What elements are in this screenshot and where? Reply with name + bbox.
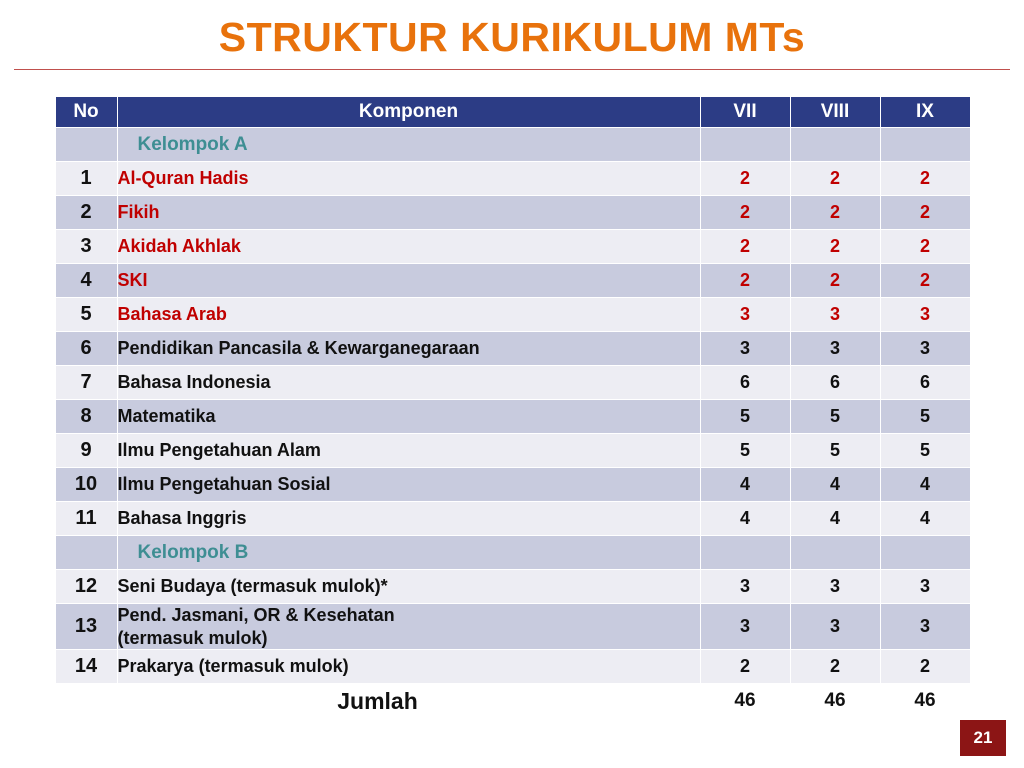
row-hours-vii: 6 [700, 366, 790, 400]
row-hours-ix: 4 [880, 502, 970, 536]
row-hours-viii: 5 [790, 434, 880, 468]
row-subject: Pend. Jasmani, OR & Kesehatan (termasuk mulok) [117, 604, 700, 650]
row-hours-ix: 4 [880, 468, 970, 502]
row-hours-viii: 6 [790, 366, 880, 400]
row-group-label: Kelompok A [117, 128, 700, 162]
row-number [55, 128, 117, 162]
row-number: 4 [55, 264, 117, 298]
row-hours-viii: 2 [790, 230, 880, 264]
row-hours-ix: 2 [880, 162, 970, 196]
row-hours-viii: 3 [790, 298, 880, 332]
row-subject: SKI [117, 264, 700, 298]
table-header [55, 97, 970, 128]
row-number: 2 [55, 196, 117, 230]
table-footer [55, 684, 970, 719]
table-header-row [55, 97, 970, 128]
row-hours-vii: 2 [700, 264, 790, 298]
row-hours-vii: 3 [700, 298, 790, 332]
row-number [55, 536, 117, 570]
row-number: 13 [55, 604, 117, 650]
row-group-label: Kelompok B [117, 536, 700, 570]
row-hours-viii: 3 [790, 604, 880, 650]
table-row [55, 196, 970, 230]
row-hours-vii: 2 [700, 162, 790, 196]
row-hours-ix: 5 [880, 400, 970, 434]
row-hours-viii: 2 [790, 264, 880, 298]
column-header-viii: VIII [790, 97, 880, 128]
row-number: 1 [55, 162, 117, 196]
total-vii: 46 [700, 684, 790, 719]
table-body [55, 128, 970, 684]
row-hours-viii: 3 [790, 570, 880, 604]
row-hours-ix: 5 [880, 434, 970, 468]
row-hours-viii: 4 [790, 502, 880, 536]
title-divider [14, 69, 1010, 70]
row-subject: Ilmu Pengetahuan Sosial [117, 468, 700, 502]
row-hours-viii: 2 [790, 162, 880, 196]
column-header-vii: VII [700, 97, 790, 128]
row-hours-ix: 3 [880, 570, 970, 604]
row-subject: Ilmu Pengetahuan Alam [117, 434, 700, 468]
table-total-row [55, 684, 970, 719]
row-subject: Bahasa Inggris [117, 502, 700, 536]
row-hours-ix: 2 [880, 230, 970, 264]
table-row [55, 230, 970, 264]
row-subject: Bahasa Indonesia [117, 366, 700, 400]
row-number: 9 [55, 434, 117, 468]
column-header-ix: IX [880, 97, 970, 128]
column-header-komponen: Komponen [117, 97, 700, 128]
table-row [55, 434, 970, 468]
row-hours-ix [880, 536, 970, 570]
row-hours-viii: 2 [790, 196, 880, 230]
row-subject: Prakarya (termasuk mulok) [117, 650, 700, 684]
table-row [55, 502, 970, 536]
row-hours-vii [700, 128, 790, 162]
row-subject: Pendidikan Pancasila & Kewarganegaraan [117, 332, 700, 366]
row-hours-ix: 2 [880, 264, 970, 298]
row-hours-vii: 2 [700, 230, 790, 264]
row-hours-vii [700, 536, 790, 570]
table-row [55, 264, 970, 298]
row-subject: Seni Budaya (termasuk mulok)* [117, 570, 700, 604]
total-ix: 46 [880, 684, 970, 719]
row-hours-vii: 2 [700, 650, 790, 684]
row-hours-vii: 3 [700, 570, 790, 604]
table-row [55, 536, 970, 570]
row-hours-vii: 5 [700, 434, 790, 468]
row-hours-ix: 2 [880, 196, 970, 230]
table-row [55, 332, 970, 366]
row-subject: Al-Quran Hadis [117, 162, 700, 196]
curriculum-table-container [55, 96, 970, 719]
row-hours-vii: 5 [700, 400, 790, 434]
row-number: 3 [55, 230, 117, 264]
row-subject: Fikih [117, 196, 700, 230]
table-row [55, 570, 970, 604]
page-title: STRUKTUR KURIKULUM MTs [218, 14, 806, 60]
row-number: 7 [55, 366, 117, 400]
row-hours-vii: 2 [700, 196, 790, 230]
row-hours-viii [790, 128, 880, 162]
table-row [55, 298, 970, 332]
table-row [55, 400, 970, 434]
row-number: 6 [55, 332, 117, 366]
curriculum-table [55, 96, 971, 719]
row-number: 12 [55, 570, 117, 604]
row-number: 8 [55, 400, 117, 434]
row-hours-vii: 4 [700, 468, 790, 502]
table-row [55, 468, 970, 502]
table-row [55, 366, 970, 400]
total-viii: 46 [790, 684, 880, 719]
column-header-no: No [55, 97, 117, 128]
row-hours-viii [790, 536, 880, 570]
row-number: 10 [55, 468, 117, 502]
row-hours-ix [880, 128, 970, 162]
row-hours-ix: 3 [880, 298, 970, 332]
table-row [55, 162, 970, 196]
row-subject: Bahasa Arab [117, 298, 700, 332]
row-number: 11 [55, 502, 117, 536]
row-hours-viii: 2 [790, 650, 880, 684]
row-hours-ix: 6 [880, 366, 970, 400]
row-hours-ix: 3 [880, 604, 970, 650]
row-hours-vii: 3 [700, 604, 790, 650]
row-hours-vii: 3 [700, 332, 790, 366]
row-hours-viii: 5 [790, 400, 880, 434]
row-number: 5 [55, 298, 117, 332]
table-row [55, 650, 970, 684]
row-hours-ix: 3 [880, 332, 970, 366]
total-label: Jumlah [55, 684, 700, 719]
page-number-badge: 21 [960, 720, 1006, 756]
row-number: 14 [55, 650, 117, 684]
row-subject: Akidah Akhlak [117, 230, 700, 264]
row-hours-ix: 2 [880, 650, 970, 684]
row-hours-viii: 3 [790, 332, 880, 366]
table-row [55, 604, 970, 650]
row-subject: Matematika [117, 400, 700, 434]
row-hours-viii: 4 [790, 468, 880, 502]
table-row [55, 128, 970, 162]
row-hours-vii: 4 [700, 502, 790, 536]
